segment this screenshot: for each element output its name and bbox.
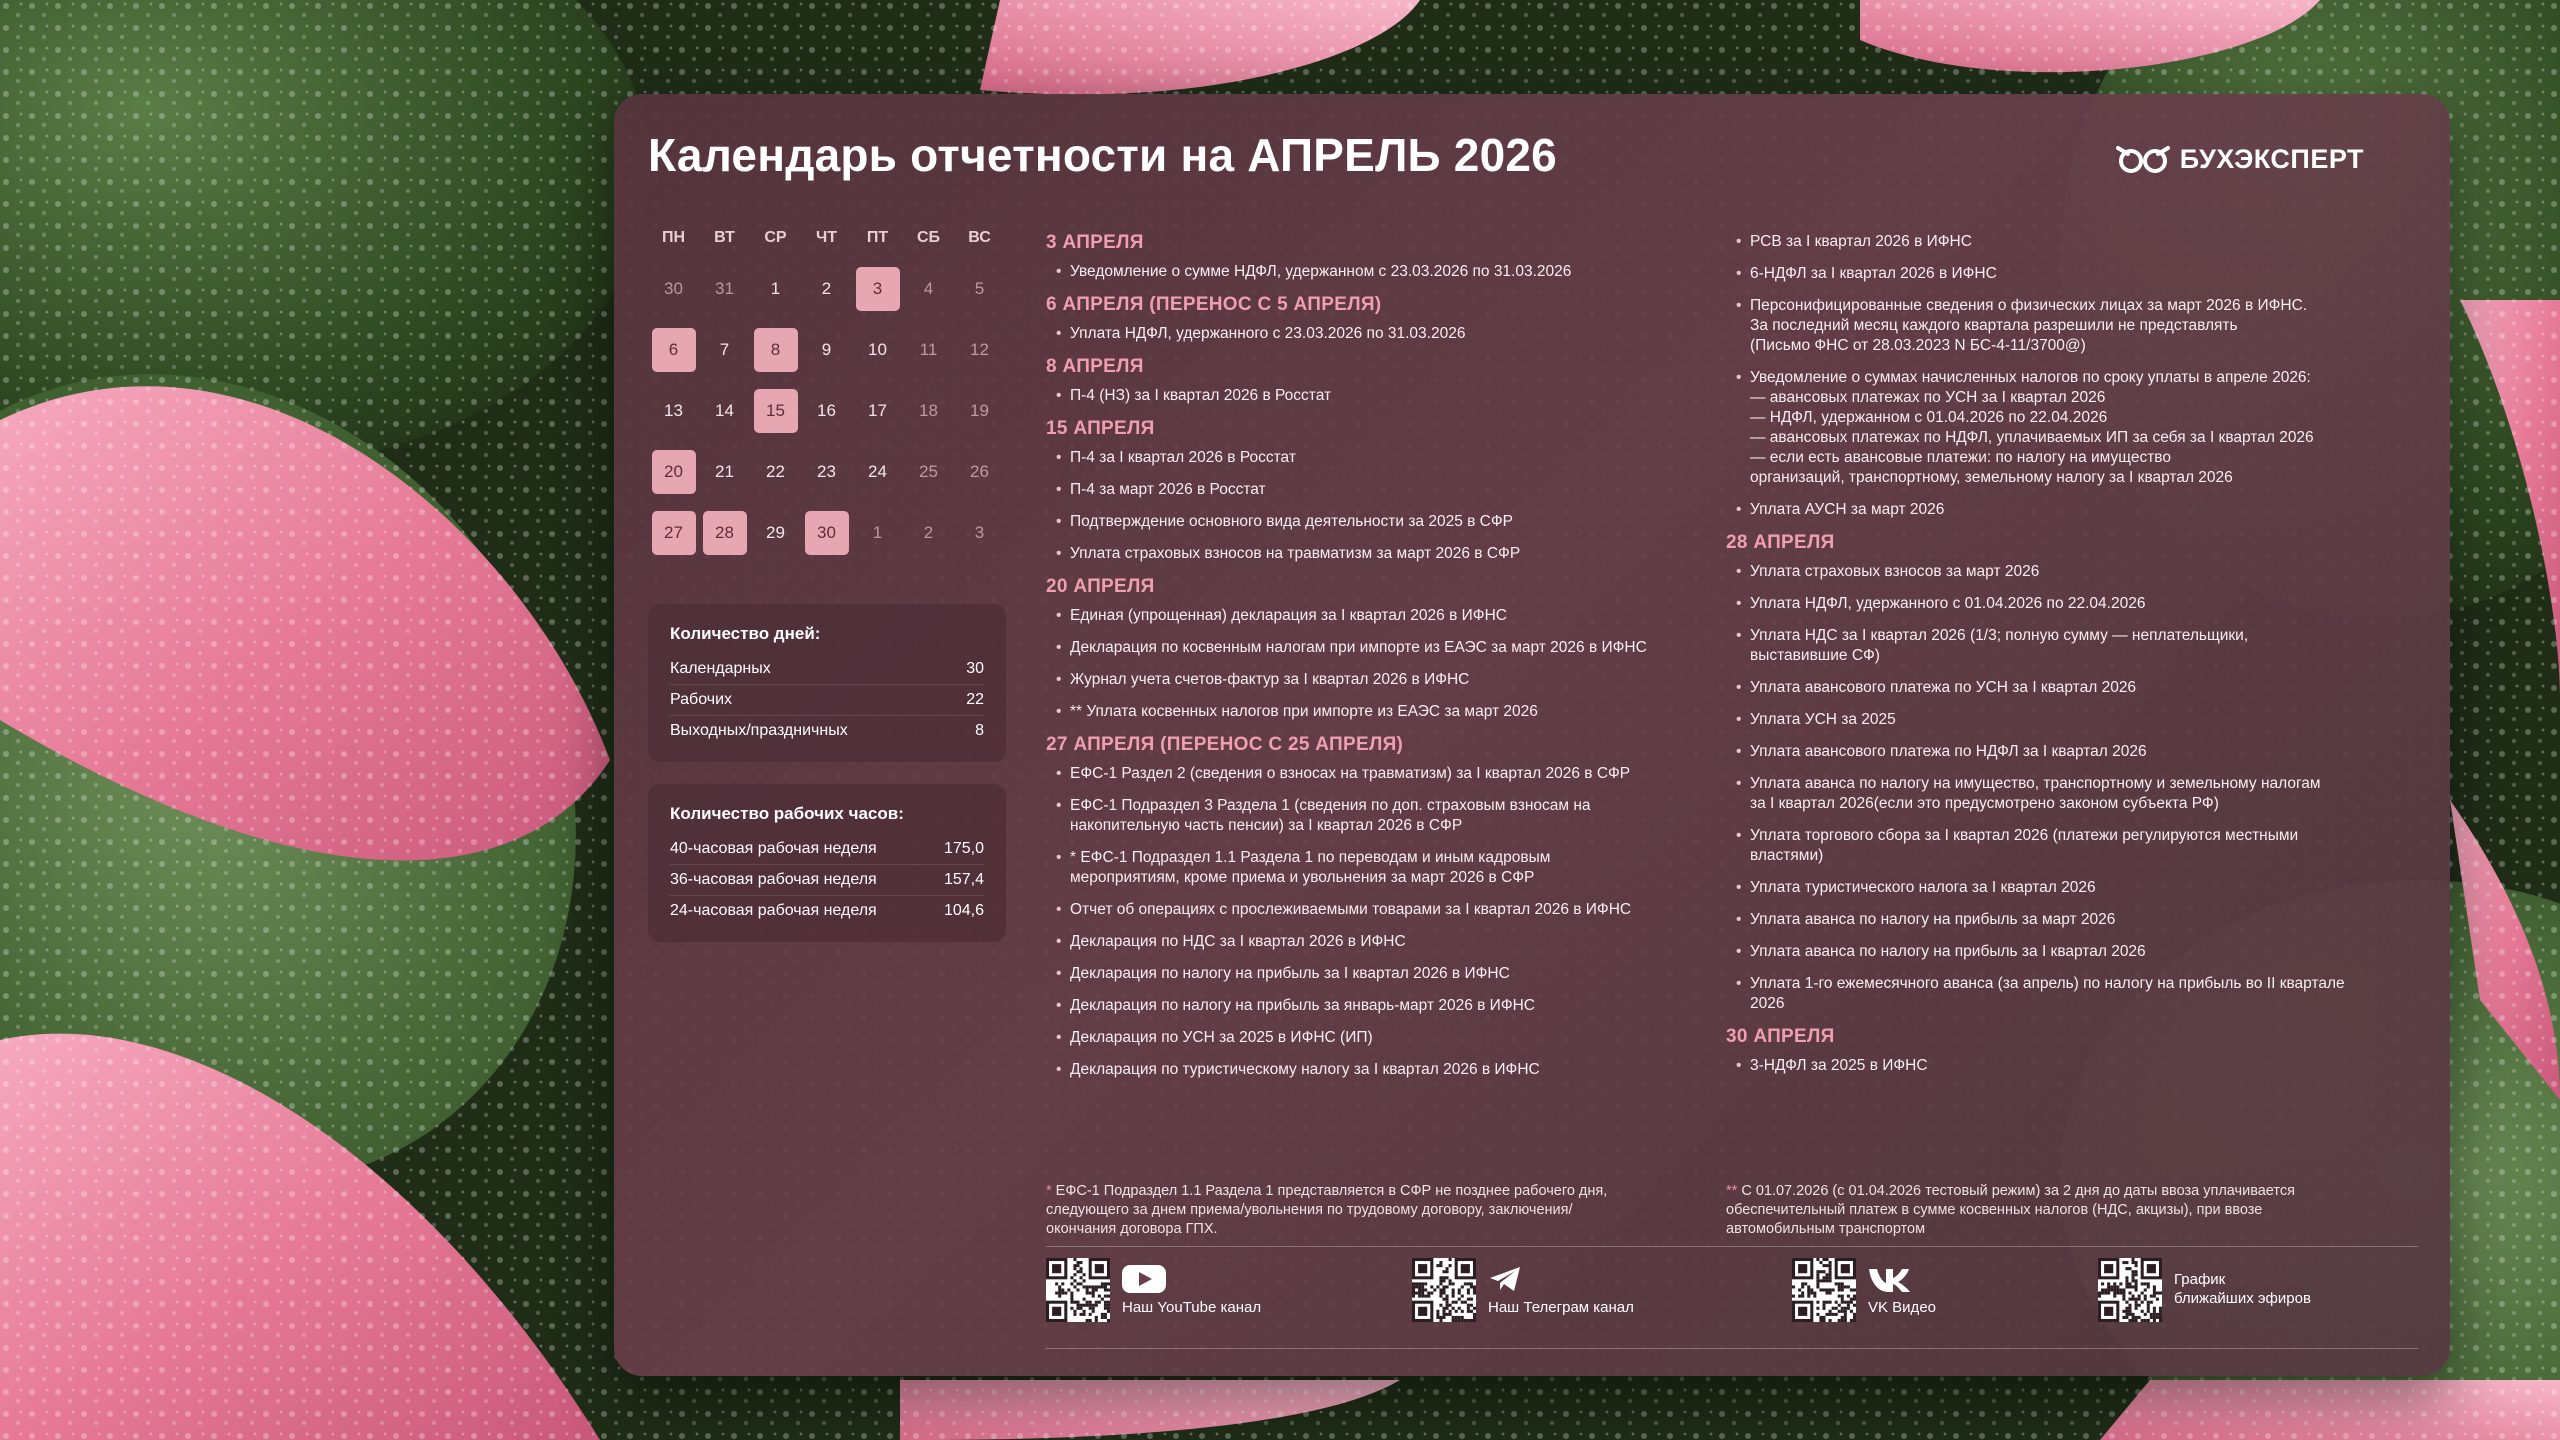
calendar-day [954, 258, 1005, 319]
calendar-day [750, 502, 801, 563]
stat-label: 36-часовая рабочая неделя [670, 871, 877, 888]
link-label: График ближайших эфиров [2174, 1271, 2311, 1307]
youtube-link[interactable] [1046, 1258, 1261, 1322]
deadline-section [1726, 1026, 2416, 1076]
deadline-date-heading: 6 АПРЕЛЯ (ПЕРЕНОС С 5 АПРЕЛЯ) [1046, 294, 1382, 315]
day-number: 15 [754, 389, 798, 433]
calendar-day-deadline [699, 502, 750, 563]
deadline-item: • Отчет об операциях с прослеживаемыми товарами за I квартал 2026 в ИФНС [1046, 900, 1696, 920]
youtube-icon [1122, 1265, 1166, 1293]
deadline-item: • Уплата НДФЛ, удержанного с 23.03.2026 по 31.03.2026 [1046, 324, 1696, 344]
stat-label: Рабочих [670, 691, 733, 708]
day-number: 20 [652, 450, 696, 494]
calendar-day [801, 319, 852, 380]
deadline-section [1046, 294, 1696, 344]
vk-video-link[interactable] [1792, 1258, 1936, 1322]
stat-label: 40-часовая рабочая неделя [670, 840, 877, 857]
deadline-item: • Уплата страховых взносов за март 2026 [1726, 562, 2416, 582]
calendar-day-deadline [750, 380, 801, 441]
calendar-day [750, 258, 801, 319]
hours-count-title: Количество рабочих часов: [670, 804, 904, 823]
calendar-day [699, 441, 750, 502]
qr-code[interactable] [2098, 1258, 2162, 1322]
deadline-date-heading: 27 АПРЕЛЯ (ПЕРЕНОС С 25 АПРЕЛЯ) [1046, 734, 1404, 755]
deadline-item: • Подтверждение основного вида деятельности за 2025 в СФР [1046, 512, 1696, 532]
deadline-item: • Уплата авансового платежа по УСН за I квартал 2026 [1726, 678, 2416, 698]
day-number: 10 [868, 339, 887, 359]
day-number: 24 [868, 461, 887, 481]
calendar-day [852, 502, 903, 563]
brand-name: БУХЭКСПЕРТ [2179, 144, 2364, 174]
day-number: 28 [703, 511, 747, 555]
deadline-list [1046, 764, 1696, 1080]
footnote-mark: * [1046, 1183, 1052, 1199]
qr-code-pattern [1792, 1258, 1856, 1322]
deadline-item: • Декларация по УСН за 2025 в ИФНС (ИП) [1046, 1028, 1696, 1048]
deadline-item: • Журнал учета счетов-фактур за I квартал 2026 в ИФНС [1046, 670, 1696, 690]
deadline-section [1046, 576, 1696, 722]
deadline-item: • Уплата УСН за 2025 [1726, 710, 2416, 730]
deadline-item: • Уплата торгового сбора за I квартал 2026 (платежи регулируются местными властями) [1726, 826, 2416, 866]
deadline-item: • Декларация по налогу на прибыль за I квартал 2026 в ИФНС [1046, 964, 1696, 984]
day-number: 9 [821, 339, 832, 359]
calendar-day [648, 258, 699, 319]
footnote-double-star [1726, 1182, 2416, 1239]
deadline-item: • РСВ за I квартал 2026 в ИФНС [1726, 232, 2416, 252]
deadline-list [1046, 324, 1696, 344]
deadline-item: • Уведомление о сумме НДФЛ, удержанном с 23.03.2026 по 31.03.2026 [1046, 262, 1696, 282]
calendar-day [954, 502, 1005, 563]
deadline-list [1726, 562, 2416, 1014]
stat-row [670, 896, 984, 926]
deadline-list [1726, 232, 2416, 520]
stat-row [670, 716, 984, 746]
calendar-day [852, 441, 903, 502]
calendar-day [903, 441, 954, 502]
hours-count-box [648, 784, 1006, 942]
stat-row [670, 834, 984, 865]
day-number: 26 [970, 461, 989, 481]
day-number: 12 [970, 339, 989, 359]
deadline-item: • ** Уплата косвенных налогов при импорте из ЕАЭС за март 2026 [1046, 702, 1696, 722]
day-number: 21 [715, 461, 734, 481]
weekday-label: ЧТ [815, 229, 837, 246]
deadline-list [1726, 1056, 2416, 1076]
stat-value: 22 [966, 691, 984, 708]
deadline-date-heading: 30 АПРЕЛЯ [1726, 1026, 1835, 1047]
day-number: 2 [923, 522, 934, 542]
qr-code-pattern [1412, 1258, 1476, 1322]
deadline-item: • Уплата аванса по налогу на имущество, транспортному и земельному налогам за I квартал 2026(если это предусмотрено законом субъекта РФ) [1726, 774, 2416, 814]
calendar-day-deadline [750, 319, 801, 380]
weekday-header [648, 218, 1014, 258]
qr-code[interactable] [1046, 1258, 1110, 1322]
days-count-title: Количество дней: [670, 624, 821, 643]
day-number: 3 [856, 267, 900, 311]
day-number: 8 [754, 328, 798, 372]
stat-value: 104,6 [943, 902, 984, 919]
calendar-day-deadline [648, 441, 699, 502]
day-number: 17 [868, 400, 887, 420]
telegram-icon [1488, 1265, 1522, 1293]
day-number: 2 [821, 278, 832, 298]
qr-code-pattern [2098, 1258, 2162, 1322]
day-number: 6 [652, 328, 696, 372]
deadline-section [1726, 232, 2416, 520]
weekday-label: ВС [968, 229, 991, 246]
footnote-text: С 01.07.2026 (с 01.04.2026 тестовый режим) за 2 дня до даты ввоза уплачивается обеспечительный платеж в сумме косвенных налогов (НДС, акцизы), при ввозе автомобильным транспортом [1726, 1183, 2295, 1237]
deadline-section [1046, 232, 1696, 282]
stat-row [670, 685, 984, 716]
stat-value: 157,4 [943, 871, 984, 888]
deadline-item: • Декларация по косвенным налогам при импорте из ЕАЭС за март 2026 в ИФНС [1046, 638, 1696, 658]
qr-code[interactable] [1792, 1258, 1856, 1322]
day-number: 7 [719, 339, 730, 359]
deadline-section [1726, 532, 2416, 1014]
deadline-section [1046, 734, 1696, 1080]
deadline-item: • 3-НДФЛ за 2025 в ИФНС [1726, 1056, 2416, 1076]
deadline-item: • Уплата аванса по налогу на прибыль за март 2026 [1726, 910, 2416, 930]
calendar-day [801, 258, 852, 319]
day-number: 5 [974, 278, 985, 298]
deadline-date-heading: 15 АПРЕЛЯ [1046, 418, 1155, 439]
link-label: VK Видео [1868, 1299, 1936, 1316]
days-count-box [648, 604, 1006, 762]
day-number: 3 [974, 522, 985, 542]
deadline-section [1046, 356, 1696, 406]
deadline-section [1046, 418, 1696, 564]
day-number: 22 [766, 461, 785, 481]
day-number: 30 [664, 278, 683, 298]
deadline-item: • Декларация по НДС за I квартал 2026 в ИФНС [1046, 932, 1696, 952]
calendar-day-deadline [648, 502, 699, 563]
day-number: 1 [770, 278, 781, 298]
day-number: 18 [919, 400, 938, 420]
deadline-item: • Уведомление о суммах начисленных налогов по сроку уплаты в апреле 2026: — авансовых платежах по УСН за I квартал 2026 — НДФЛ, удержанном с 01.04.2026 по 22.04.2026 — авансовых платежах по НДФЛ, уплачиваемых ИП за себя за I квартал 2026 — если есть авансовые платежи: по налогу на имущество организаций, транспортному, земельному налогу за I квартал 2026 [1726, 368, 2416, 488]
calendar-day [699, 258, 750, 319]
owl-logo-icon [2116, 145, 2170, 175]
deadline-list [1046, 448, 1696, 564]
vk-icon [1868, 1265, 1918, 1293]
weekday-label: ВТ [714, 229, 735, 246]
stat-value: 8 [975, 722, 984, 739]
calendar-day-deadline [648, 319, 699, 380]
calendar-day [903, 380, 954, 441]
stat-row [670, 654, 984, 685]
deadline-date-heading: 28 АПРЕЛЯ [1726, 532, 1835, 553]
day-number: 1 [872, 522, 883, 542]
day-number: 19 [970, 400, 989, 420]
deadline-item: • ЕФС-1 Подраздел 3 Раздела 1 (сведения по доп. страховым взносам на накопительную часть пенсии) за I квартал 2026 в СФР [1046, 796, 1696, 836]
deadline-item: • Уплата 1-го ежемесячного аванса (за апрель) по налогу на прибыль во II квартале 2026 [1726, 974, 2416, 1014]
day-number: 23 [817, 461, 836, 481]
stat-row [670, 865, 984, 896]
weekday-label: СР [764, 229, 787, 246]
calendar-day [699, 319, 750, 380]
deadline-date-heading: 3 АПРЕЛЯ [1046, 232, 1144, 253]
brand-logo [2116, 144, 2364, 175]
deadline-list [1046, 606, 1696, 722]
broadcast-schedule-link[interactable] [2098, 1258, 2311, 1322]
deadline-item: • Декларация по налогу на прибыль за январь-март 2026 в ИФНС [1046, 996, 1696, 1016]
divider [1046, 1246, 2418, 1247]
stat-label: Календарных [670, 660, 771, 677]
deadline-list [1046, 262, 1696, 282]
day-number: 29 [766, 522, 785, 542]
page-title: Календарь отчетности на АПРЕЛЬ 2026 [648, 129, 1557, 181]
deadline-item: • 6-НДФЛ за I квартал 2026 в ИФНС [1726, 264, 2416, 284]
deadline-date-heading: 8 АПРЕЛЯ [1046, 356, 1144, 377]
calendar-day [954, 441, 1005, 502]
footnote-single-star [1046, 1182, 1696, 1239]
link-label: Наш Телеграм канал [1488, 1299, 1634, 1316]
deadline-item: • Персонифицированные сведения о физических лицах за март 2026 в ИФНС. За последний месяц каждого квартала разрешили не представлять (Письмо ФНС от 28.03.2023 N БС-4-11/3700@) [1726, 296, 2416, 356]
telegram-link[interactable] [1412, 1258, 1634, 1322]
deadline-item: • Уплата АУСН за март 2026 [1726, 500, 2416, 520]
deadline-item: • ЕФС-1 Раздел 2 (сведения о взносах на травматизм) за I квартал 2026 в СФР [1046, 764, 1696, 784]
day-number: 30 [805, 511, 849, 555]
report-calendar-panel [614, 94, 2450, 1376]
weekday-label: СБ [916, 229, 941, 246]
day-number: 14 [715, 400, 734, 420]
footnote-mark: ** [1726, 1183, 1738, 1199]
calendar-day [801, 441, 852, 502]
qr-code[interactable] [1412, 1258, 1476, 1322]
deadline-item: • П-4 за I квартал 2026 в Росстат [1046, 448, 1696, 468]
link-label: Наш YouTube канал [1122, 1299, 1262, 1316]
calendar-day [903, 319, 954, 380]
weekday-label: ПН [661, 229, 686, 246]
deadline-item: • Уплата туристического налога за I квартал 2026 [1726, 878, 2416, 898]
deadline-item: • П-4 за март 2026 в Росстат [1046, 480, 1696, 500]
calendar-day [903, 258, 954, 319]
calendar-day [750, 441, 801, 502]
stat-label: Выходных/праздничных [670, 722, 848, 739]
calendar-day [852, 319, 903, 380]
deadline-item: • Уплата НДС за I квартал 2026 (1/3; полную сумму — неплательщики, выставившие СФ) [1726, 626, 2416, 666]
deadline-date-heading: 20 АПРЕЛЯ [1046, 576, 1155, 597]
calendar-day [699, 380, 750, 441]
day-number: 11 [919, 339, 938, 359]
deadlines-column-left [1046, 232, 1696, 1092]
calendar-day-deadline [801, 502, 852, 563]
calendar-day-deadline [852, 258, 903, 319]
deadline-item: • Декларация по туристическому налогу за I квартал 2026 в ИФНС [1046, 1060, 1696, 1080]
stat-value: 175,0 [943, 840, 984, 857]
calendar-days [648, 258, 1014, 563]
day-number: 16 [817, 400, 836, 420]
deadline-list [1046, 386, 1696, 406]
deadline-item: • П-4 (НЗ) за I квартал 2026 в Росстат [1046, 386, 1696, 406]
deadline-item: • Уплата НДФЛ, удержанного с 01.04.2026 по 22.04.2026 [1726, 594, 2416, 614]
divider [1046, 1348, 2418, 1349]
footnote-text: ЕФС-1 Подраздел 1.1 Раздела 1 представляется в СФР не позднее рабочего дня, следующего за днем приема/увольнения по трудовому договору, заключения/ окончания договора ГПХ. [1046, 1183, 1608, 1237]
deadline-item: • Единая (упрощенная) декларация за I квартал 2026 в ИФНС [1046, 606, 1696, 626]
day-number: 31 [715, 278, 734, 298]
day-number: 27 [652, 511, 696, 555]
calendar-day [954, 380, 1005, 441]
stat-label: 24-часовая рабочая неделя [670, 902, 877, 919]
qr-code-pattern [1046, 1258, 1110, 1322]
deadline-item: • Уплата аванса по налогу на прибыль за I квартал 2026 [1726, 942, 2416, 962]
calendar-day [954, 319, 1005, 380]
calendar-day [852, 380, 903, 441]
day-number: 4 [923, 278, 934, 298]
deadline-item: • Уплата страховых взносов на травматизм за март 2026 в СФР [1046, 544, 1696, 564]
day-number: 13 [664, 400, 683, 420]
weekday-label: ПТ [866, 229, 889, 246]
stat-value: 30 [966, 660, 984, 677]
month-calendar [648, 218, 1014, 563]
day-number: 25 [919, 461, 938, 481]
deadlines-column-right [1726, 232, 2416, 1088]
calendar-day [903, 502, 954, 563]
deadline-item: • Уплата авансового платежа по НДФЛ за I квартал 2026 [1726, 742, 2416, 762]
social-links [1046, 1250, 2418, 1330]
calendar-day [648, 380, 699, 441]
deadline-item: • * ЕФС-1 Подраздел 1.1 Раздела 1 по переводам и иным кадровым мероприятиям, кроме приема и увольнения за март 2026 в СФР [1046, 848, 1696, 888]
calendar-day [801, 380, 852, 441]
